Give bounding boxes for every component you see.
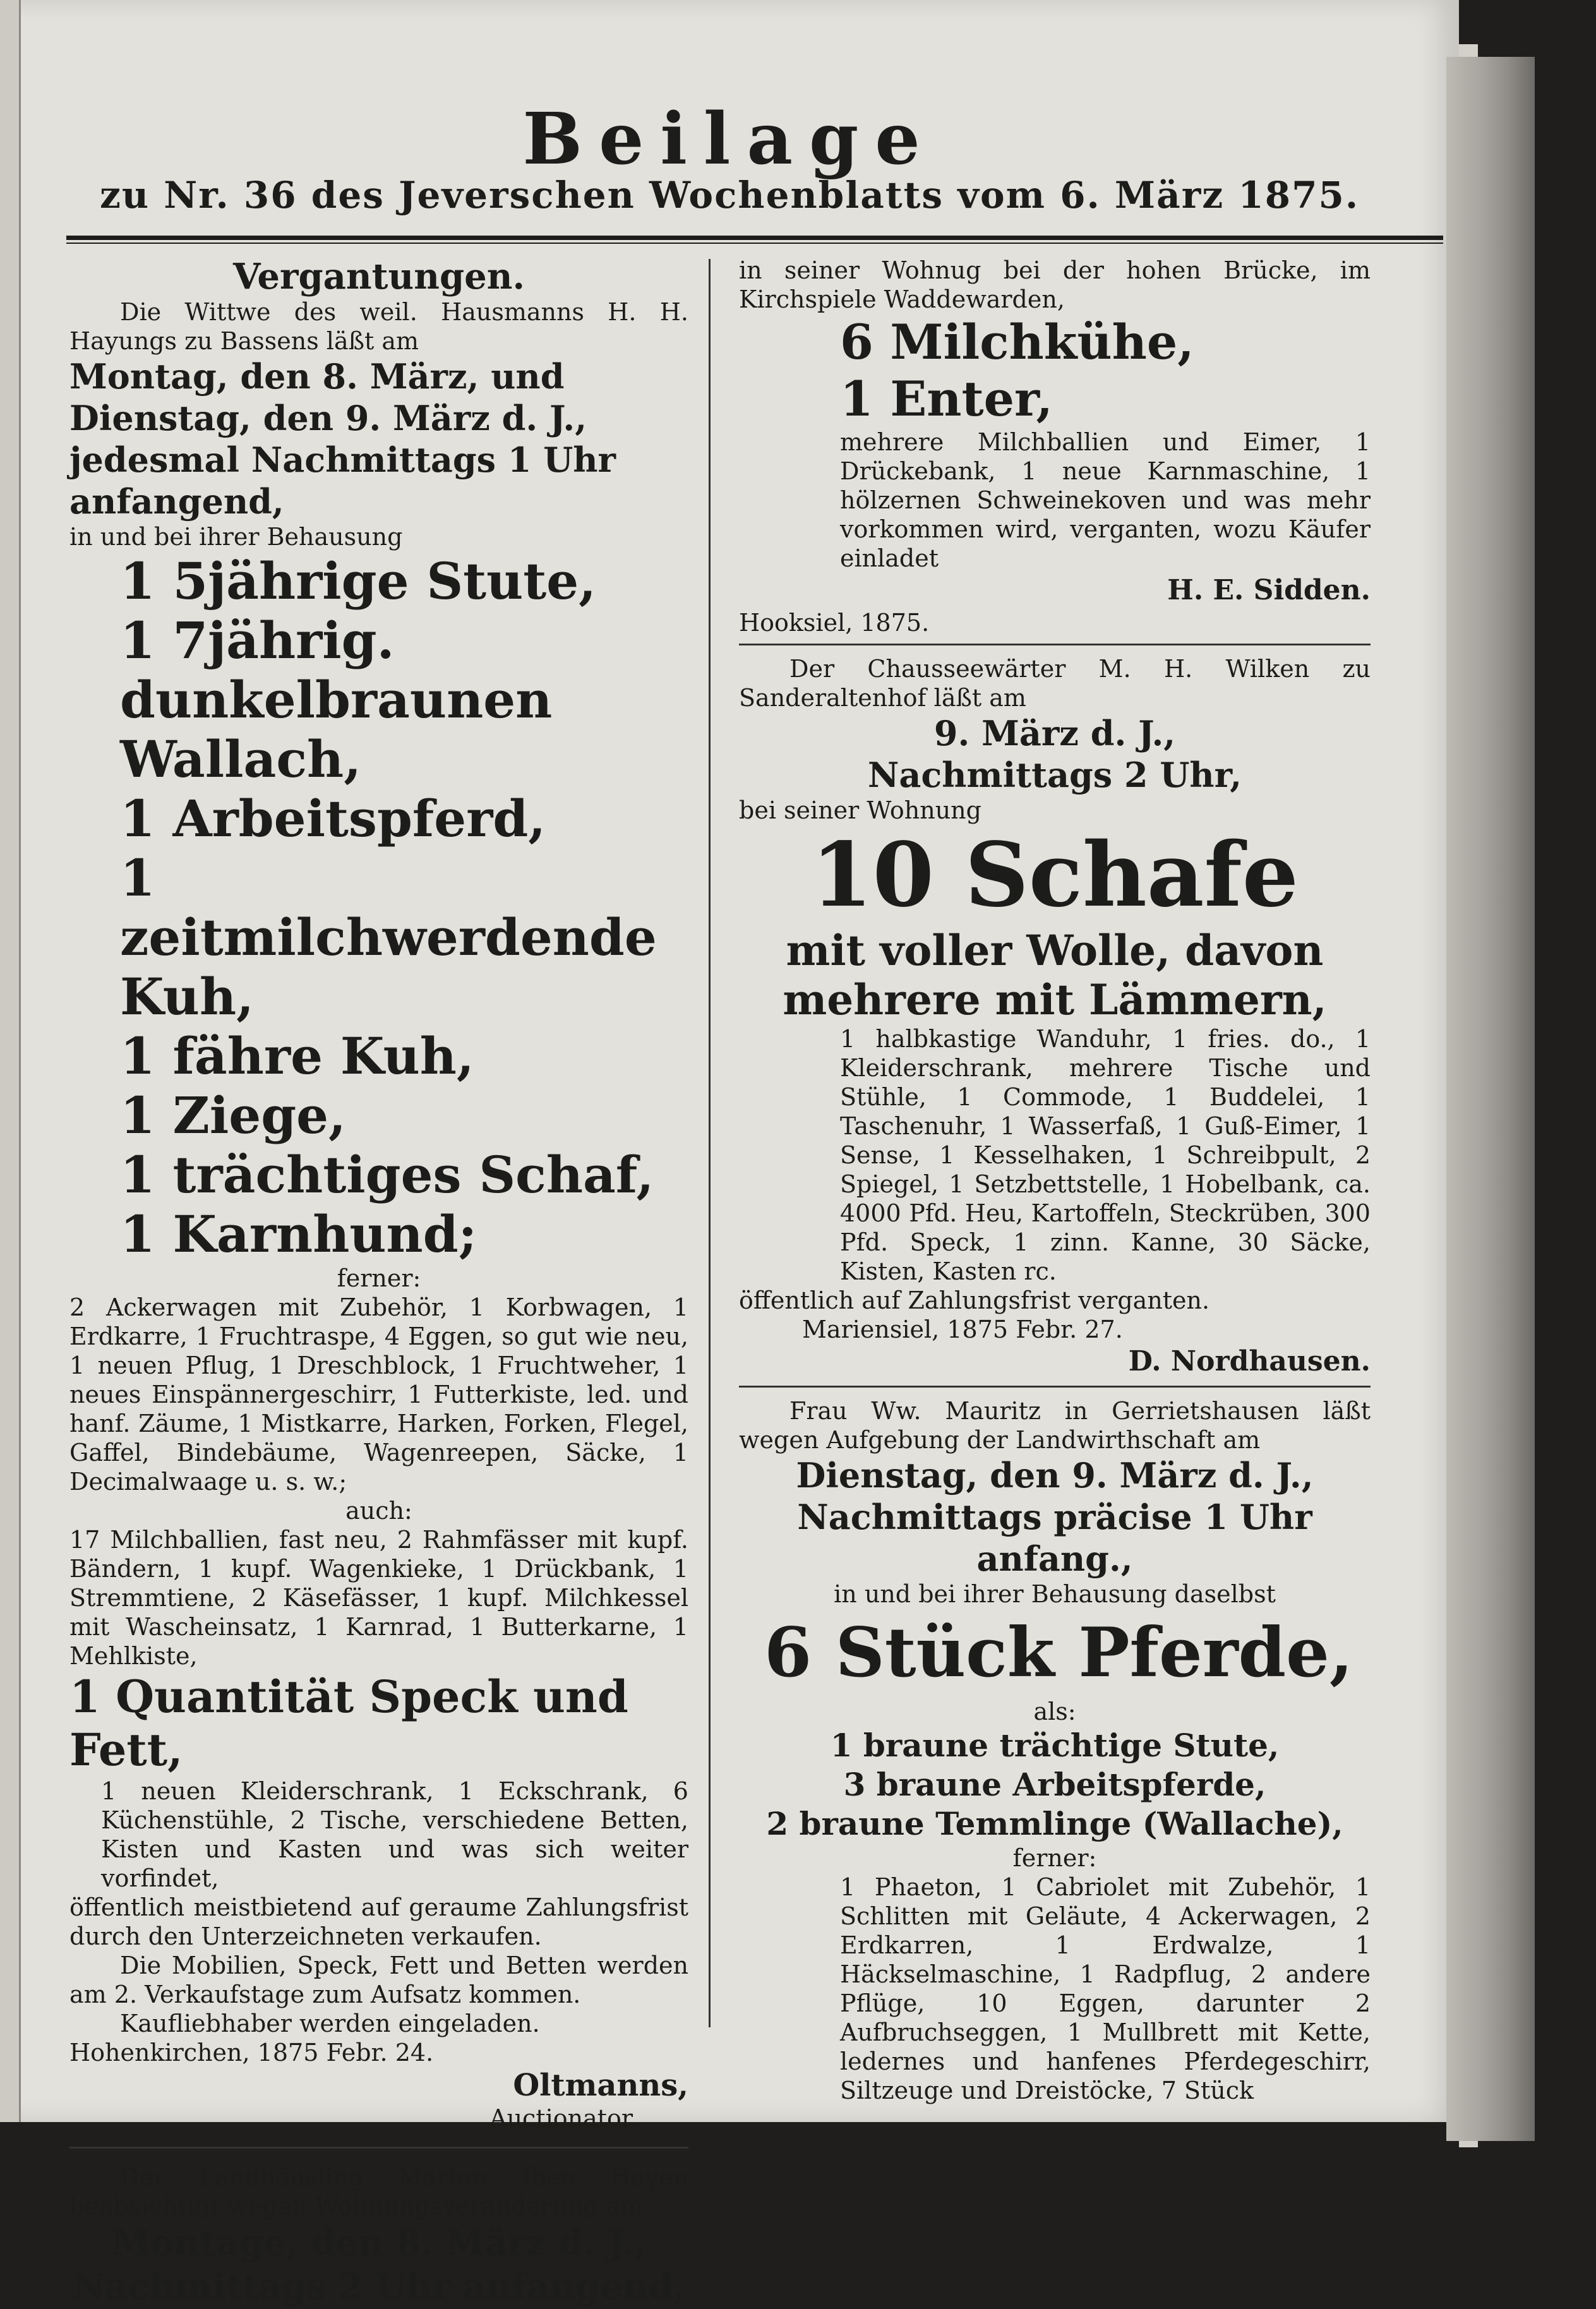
ad-intro: Die Wittwe des weil. Hausmanns H. H. Hayungs zu Bassens läßt am [69, 298, 688, 355]
left-column [69, 256, 688, 2309]
ad-item: 1 trächtiges Schaf, [120, 1145, 654, 1204]
ad-note: Kaufliebhaber werden eingeladen. [120, 2010, 540, 2037]
ad-big-item: 1 Quantität Speck und Fett, [69, 1670, 628, 1776]
ad-date: 9. März d. J., [933, 713, 1176, 753]
ad-text: 1 halbkastige Wanduhr, 1 fries. do., 1 Kleiderschrank, mehrere Tische und Stühle, 1 Commode, 1 Buddelei, 1 Taschenuhr, 1 Wasserfaß, 1 Guß-Eimer, 1 Sense, 1 Kesselhaken, 1 Schreibpult, 2 Spiegel, 1 Setzbettstelle, 1 Hobelbank, ca. 4000 Pfd. Heu, Kartoffeln, Steckrüben, 300 Pfd. Speck, 1 zinn. Kanne, 30 Säcke, Kisten, Kasten rc. [840, 1025, 1371, 1285]
ad-intro: Der Chausseewärter M. H. Wilken zu Sanderaltenhof läßt am [739, 655, 1371, 712]
ad-signer: H. E. Sidden. [1167, 574, 1371, 606]
ad-subheadline: mit voller Wolle, davon mehrere mit Lämmern, [783, 926, 1327, 1024]
ad-headline: 6 Stück Pferde, [764, 1613, 1353, 1693]
ad-date: Montag, den 8. März, und Dienstag, den 9. März d. J., jedesmal Nachmittags 1 Uhr anfangend, [69, 356, 616, 522]
ad-signer: Oltmanns, [513, 2068, 688, 2103]
header-rule [66, 236, 1443, 240]
ad-item: 1 Enter, [840, 371, 1053, 427]
ad-text: 2 Ackerwagen mit Zubehör, 1 Korbwagen, 1 Erdkarre, 1 Fruchtraspe, 4 Eggen, so gut wie neu, 1 neuen Pflug, 1 Dreschblock, 1 Fruchtweher, 1 neues Einspännergeschirr, 1 Futterkiste, led. und hanf. Zäume, 1 Mistkarre, Harken, Forken, Flegel, Gaffel, Bindebäume, Wagenreepen, Säcke, 1 Decimalwaage u. s. w.; [69, 1293, 688, 1496]
ad-item: 1 Ziege, [120, 1086, 346, 1145]
ad-intro: Der Landhäusling Marten Iben Hayen beabsichtigt wegen Wohnungsveränderung am [69, 2163, 688, 2220]
ad-place: in und bei ihrer Behausung daselbst [834, 1580, 1276, 1608]
ad-item: 1 fähre Kuh, [120, 1026, 474, 1086]
ad-auch: auch: [345, 1497, 412, 1525]
column-divider [709, 259, 711, 2027]
ad-item: 1 7jährig. dunkelbraunen Wallach, [120, 611, 553, 789]
ad-signer-title: Auctionator. [489, 2104, 638, 2132]
ad-text: 1 neuen Kleiderschrank, 1 Eckschrank, 6 Küchenstühle, 2 Tische, verschiedene Betten, Kisten und Kasten und was sich weiter vorfindet, [101, 1777, 688, 1892]
ad-item: 1 Karnhund; [120, 1204, 477, 1264]
ad-separator [739, 644, 1371, 645]
ad-place-date: Hooksiel, 1875. [739, 609, 930, 637]
ad-time: Nachmittags präcise 1 Uhr anfang., [797, 1497, 1312, 1579]
ad-item: 1 5jährige Stute, [120, 551, 596, 611]
ad-ferner: ferner: [1012, 1844, 1097, 1872]
ad-item: 1 Arbeitspferd, [120, 789, 546, 848]
ad-text: 17 Milchballien, fast neu, 2 Rahmfässer mit kupf. Bändern, 1 kupf. Wagenkieke, 1 Drückbank, 1 Stremmtiene, 2 Käsefässer, 1 kupf. Milchkessel mit Wascheinsatz, 1 Karnrad, 1 Butterkarne, 1 Mehlkiste, [69, 1526, 688, 1670]
ad-place-date: Hohenkirchen, 1875 Febr. 24. [69, 2039, 434, 2066]
ad-headline: 10 Schafe [811, 824, 1299, 927]
ad-separator [739, 1386, 1371, 1388]
ad-text: öffentlich auf Zahlungsfrist verganten. [739, 1286, 1210, 1314]
ad-place: bei seiner Wohnung [739, 796, 981, 824]
right-column [739, 256, 1371, 2105]
ad-text: öffentlich meistbietend auf geraume Zahlungsfrist durch den Unterzeichneten verkaufen. [69, 1893, 688, 1950]
ad-date: Montage, den 8. März d. J., [111, 2222, 647, 2264]
section-heading: Vergantungen. [233, 256, 525, 297]
ad-separator [69, 2147, 688, 2149]
ad-place: in und bei ihrer Behausung [69, 523, 403, 551]
ad-time: Nachmittags 2 Uhr, [867, 755, 1242, 795]
ad-text: mehrere Milchballien und Eimer, 1 Drückebank, 1 neue Karnmaschine, 1 hölzernen Schweinekoven und was mehr vorkommen wird, verganten, wozu Käufer einladet [840, 428, 1371, 572]
ad-item: 3 braune Arbeitspferde, [843, 1766, 1266, 1803]
ad-item: 1 zeitmilchwerdende Kuh, [120, 848, 657, 1026]
ad-date: Dienstag, den 9. März d. J., [796, 1455, 1314, 1496]
ad-time: Nachmittags 2 Uhr anfangend, [72, 2266, 686, 2308]
ad-intro: Frau Ww. Mauritz in Gerrietshausen läßt wegen Aufgebung der Landwirthschaft am [739, 1397, 1371, 1454]
ad-text: 1 Phaeton, 1 Cabriolet mit Zubehör, 1 Schlitten mit Geläute, 4 Ackerwagen, 2 Erdkarren, 1 Erdwalze, 1 Häckselmaschine, 1 Radpflug, 2 andere Pflüge, 10 Eggen, darunter 2 Aufbruchseggen, 1 Mullbrett mit Kette, ledernes und hanfenes Pferdegeschirr, Siltzeuge und Dreistöcke, 7 Stück [840, 1873, 1371, 2104]
ad-item: 1 braune trächtige Stute, [830, 1727, 1280, 1764]
page-stack [1446, 57, 1535, 2141]
ad-item: 2 braune Temmlinge (Wallache), [766, 1805, 1343, 1842]
header-rule-thin [66, 243, 1443, 244]
page-subtitle: zu Nr. 36 des Jeverschen Wochenblatts vom 6. März 1875. [99, 174, 1360, 217]
ad-signer: D. Nordhausen. [1128, 1345, 1371, 1377]
page-gutter [0, 0, 21, 2122]
ad-als: als: [1033, 1698, 1076, 1725]
ad-intro: in seiner Wohnug bei der hohen Brücke, im Kirchspiele Waddewarden, [739, 256, 1371, 313]
ad-place-date: Mariensiel, 1875 Febr. 27. [802, 1316, 1123, 1343]
page-title: Beilage [522, 98, 937, 181]
ad-ferner: ferner: [337, 1264, 421, 1292]
ad-item: 6 Milchkühe, [840, 314, 1194, 370]
ad-note: Die Mobilien, Speck, Fett und Betten werden am 2. Verkaufstage zum Aufsatz kommen. [69, 1952, 688, 2008]
